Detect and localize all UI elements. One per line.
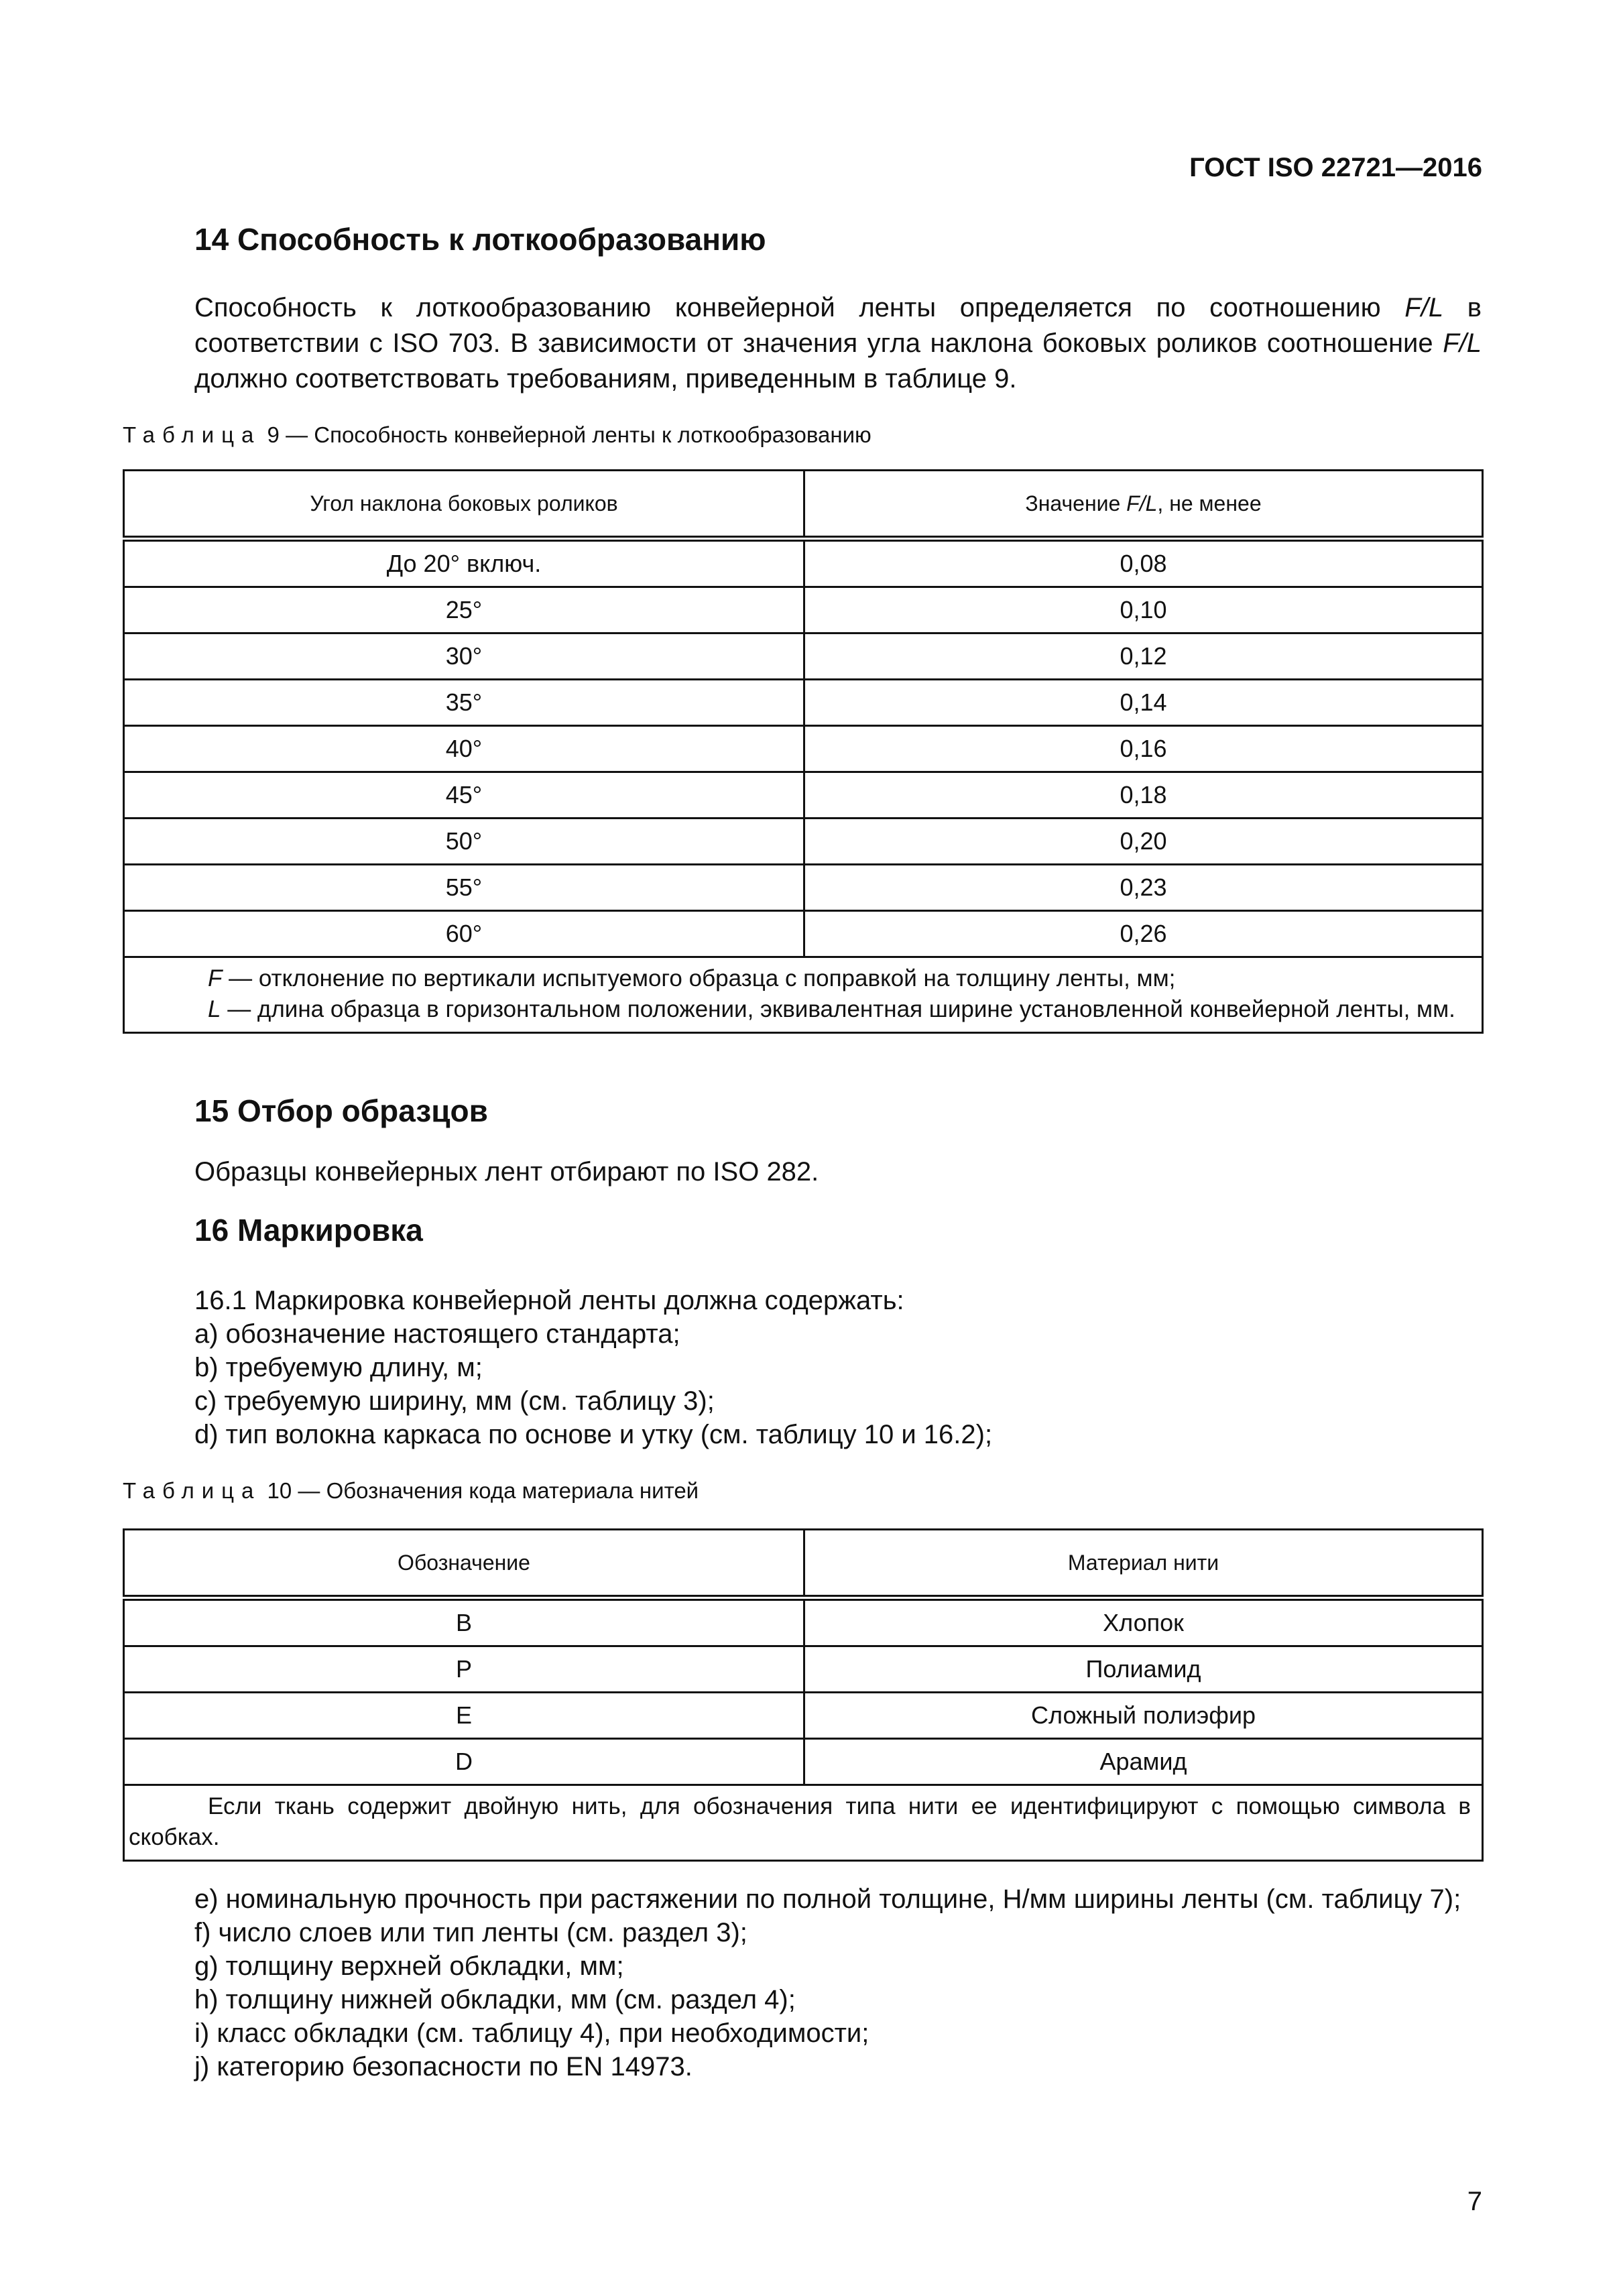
section-16-title: 16 Маркировка [194,1213,423,1248]
list-item: h) толщину нижней обкладки, мм (см. раздел 4); [194,1985,796,2014]
table-row: E Сложный полиэфир [124,1693,1483,1739]
table-9-header-angle: Угол наклона боковых роликов [124,471,804,539]
table-10-note: Если ткань содержит двойную нить, для обозначения типа нити ее идентифицируют с помощью символа в скобках. [124,1785,1483,1861]
table-row: 55° 0,23 [124,865,1483,911]
table-row: 40° 0,16 [124,726,1483,772]
table-9-body [124,539,1483,1033]
caption-text: 9 — Способность конвейерной ленты к лоткообразованию [261,422,871,447]
section-16-list-1 [194,1284,1488,1451]
table-row: До 20° включ. 0,08 [124,539,1483,587]
list-item: g) толщину верхней обкладки, мм; [194,1951,624,1981]
section-14-text-2: в соответствии с ISO 703. В зависимости от значения угла наклона боковых роликов соотношение [194,293,1482,358]
table-row: 30° 0,12 [124,633,1483,680]
list-item: i) класс обкладки (см. таблицу 4), при необходимости; [194,2018,869,2048]
caption-word: Таблица [123,1478,261,1503]
table-row: 35° 0,14 [124,680,1483,726]
section-14-title: 14 Способность к лоткообразованию [194,222,766,257]
table-10-header-code: Обозначение [124,1530,804,1598]
table-row: 60° 0,26 [124,911,1483,957]
section-14-text-1: Способность к лоткообразованию конвейерной ленты определяется по соотношению [194,293,1405,322]
list-item: a) обозначение настоящего стандарта; [194,1319,680,1349]
section-15-title: 15 Отбор образцов [194,1093,488,1128]
table-9-note-row [124,957,1483,1033]
section-16-list-2 [194,1882,1488,2083]
section-15-text: Образцы конвейерных лент отбирают по ISO 282. [194,1157,819,1187]
list-item: c) требуемую ширину, мм (см. таблицу 3); [194,1386,715,1416]
page-number: 7 [1467,2187,1482,2216]
table-10 [123,1528,1484,1862]
table-row: D Арамид [124,1739,1483,1785]
caption-word: Таблица [123,422,261,447]
table-10-caption [123,1478,699,1504]
section-14-text-3: должно соответствовать требованиям, приведенным в таблице 9. [194,364,1017,394]
table-row: 25° 0,10 [124,587,1483,633]
list-item: f) число слоев или тип ленты (см. раздел 3); [194,1918,747,1947]
table-9-caption [123,422,871,448]
table-row: B Хлопок [124,1598,1483,1646]
table-9-header-value: Значение F/L, не менее [804,471,1483,539]
list-item: e) номинальную прочность при растяжении по полной толщине, Н/мм ширины ленты (см. таблицу 7); [194,1884,1461,1914]
caption-text: 10 — Обозначения кода материала нитей [261,1478,699,1503]
table-9 [123,469,1484,1034]
fl-symbol: F/L [1404,293,1444,322]
table-row: P Полиамид [124,1646,1483,1693]
list-item: j) категорию безопасности по EN 14973. [194,2052,693,2081]
table-10-body [124,1598,1483,1861]
table-row: 45° 0,18 [124,772,1483,819]
fl-symbol: F/L [1443,328,1482,358]
list-item: 16.1 Маркировка конвейерной ленты должна содержать: [194,1286,904,1315]
section-14-paragraph [194,290,1482,397]
table-10-header-material: Материал нити [804,1530,1483,1598]
table-10-note-row [124,1785,1483,1861]
list-item: d) тип волокна каркаса по основе и утку (см. таблицу 10 и 16.2); [194,1420,993,1449]
table-row: 50° 0,20 [124,819,1483,865]
list-item: b) требуемую длину, м; [194,1353,483,1382]
table-9-note: F — отклонение по вертикали испытуемого образца с поправкой на толщину ленты, мм; L — длина образца в горизонтальном положении, эквивалентная ширине установленной конвейерной ленты, мм. [124,957,1483,1033]
document-code: ГОСТ ISO 22721—2016 [1189,153,1482,182]
